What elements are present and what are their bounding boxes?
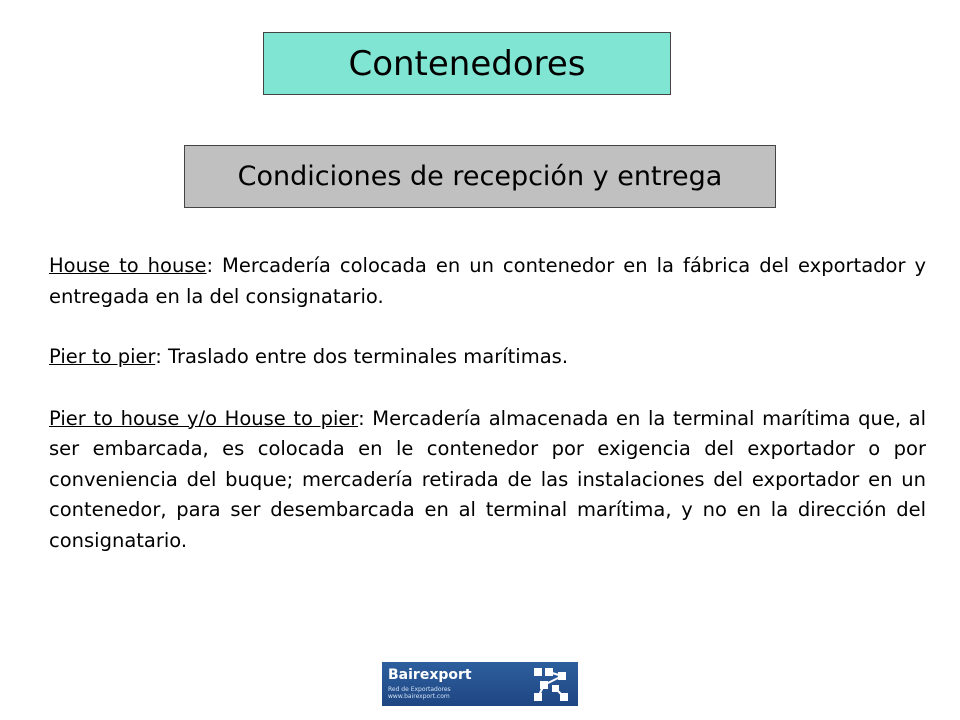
term-pier-to-pier: Pier to pier (49, 345, 156, 368)
definition-pier-to-house: : Mercadería almacenada en la terminal marítima que, al ser embarcada, es colocada en le contenedor por exigencia del exportador o por conveniencia del buque; mercadería retirada de las instalaciones del exportador en un contenedor, para ser desembarcada en al terminal marítima, y no en la dirección del consignatario. (49, 406, 927, 552)
slide-subtitle-text: Condiciones de recepción y entrega (237, 161, 723, 192)
logo-name: Bairexport (388, 667, 472, 683)
slide-title (263, 32, 671, 95)
bairexport-logo (382, 662, 578, 706)
slide-subtitle (184, 145, 776, 208)
paragraph-house-to-house (49, 251, 926, 312)
definition-pier-to-pier: : Traslado entre dos terminales marítimas. (155, 345, 569, 368)
logo-url: www.bairexport.com (388, 693, 450, 700)
definition-house-to-house: : Mercadería colocada en un contenedor en la fábrica del exportador y entregada en la del consignatario. (49, 254, 927, 308)
logo-subtext (388, 686, 451, 700)
slide-title-text: Contenedores (348, 43, 586, 84)
term-pier-to-house: Pier to house y/o House to pier (49, 406, 359, 430)
paragraph-pier-to-house (49, 404, 926, 557)
slide-body (49, 251, 926, 586)
logo-tagline: Red de Exportadores (388, 686, 451, 693)
network-nodes-icon (532, 666, 570, 702)
paragraph-pier-to-pier (49, 342, 926, 373)
term-house-to-house: House to house (49, 254, 207, 277)
